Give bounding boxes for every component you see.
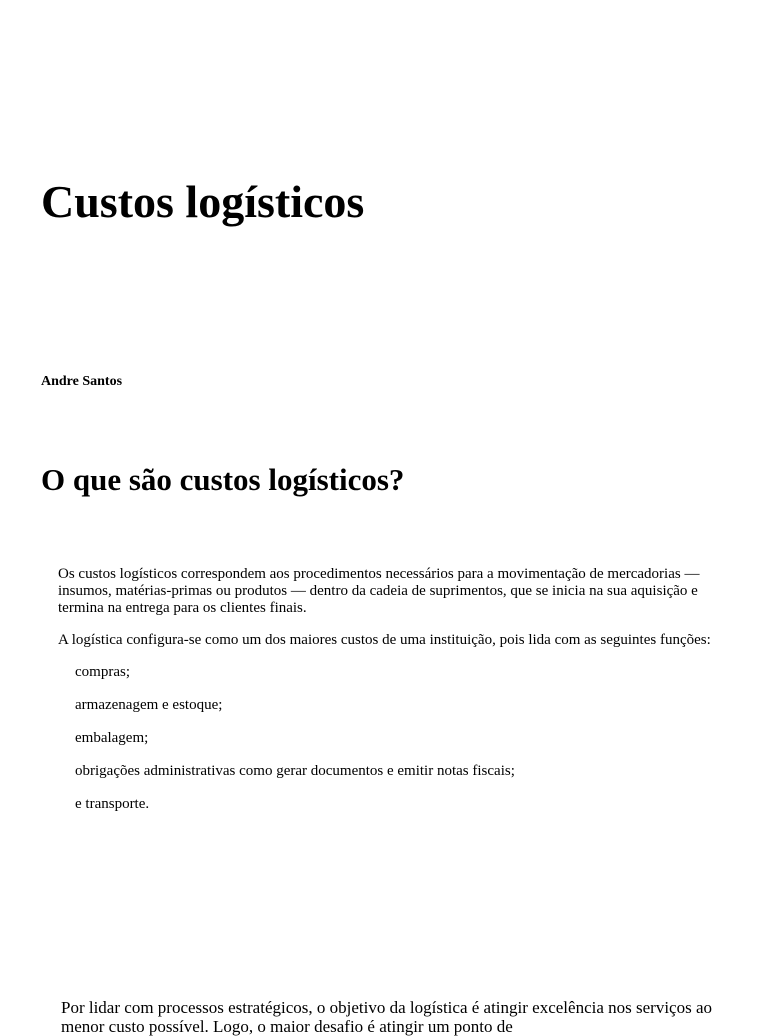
functions-list: [58, 664, 733, 813]
list-item: obrigações administrativas como gerar documentos e emitir notas fiscais;: [75, 763, 515, 779]
section-heading: O que são custos logísticos?: [41, 462, 405, 497]
author-name: Andre Santos: [41, 374, 123, 389]
intro-paragraph: Os custos logísticos correspondem aos procedimentos necessários para a movimentação de mercadorias — insumos, matérias-primas ou produtos — dentro da cadeia de suprimentos, que se inicia na sua aquisição e termina na entrega para os clientes finais.: [58, 566, 700, 616]
page-title: Custos logísticos: [41, 176, 365, 227]
list-item: compras;: [75, 664, 130, 680]
list-item: e transporte.: [75, 796, 150, 812]
list-item: armazenagem e estoque;: [75, 697, 223, 713]
functions-intro-paragraph: A logística configura-se como um dos maiores custos de uma instituição, pois lida com as seguintes funções:: [58, 632, 711, 648]
section-body: [58, 566, 733, 829]
closing-paragraph: Por lidar com processos estratégicos, o objetivo da logística é atingir excelência nos serviços ao menor custo possível. Logo, o maior desafio é atingir um ponto de: [61, 998, 712, 1036]
list-item: embalagem;: [75, 730, 149, 746]
